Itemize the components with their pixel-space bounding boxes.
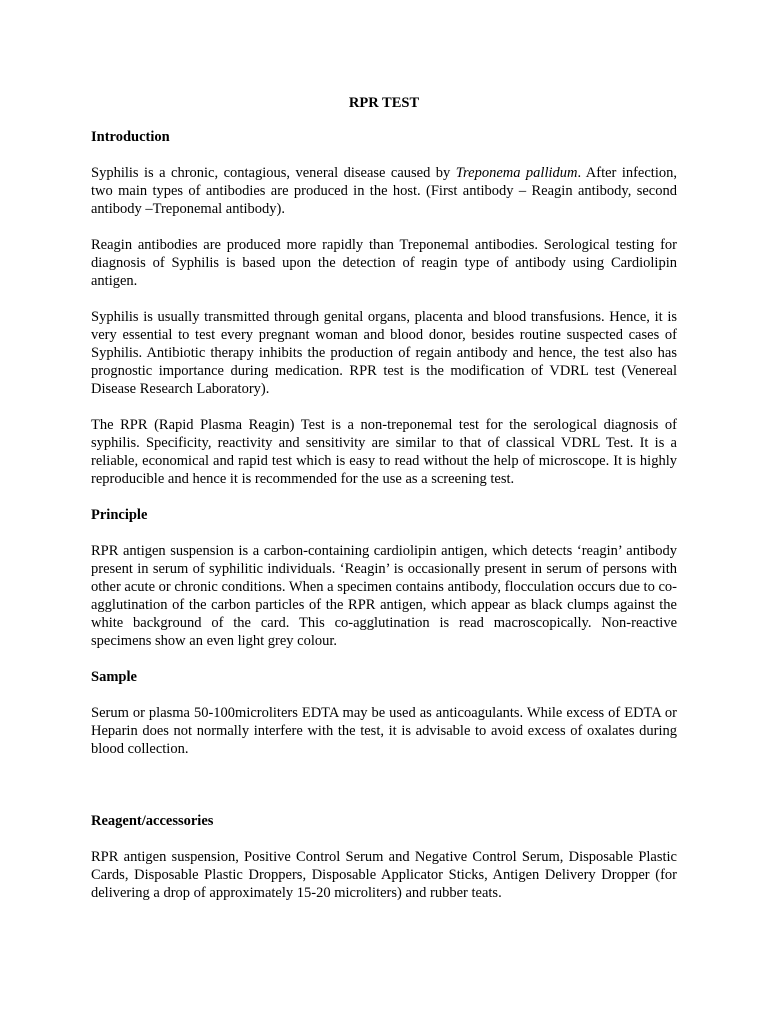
heading-introduction: Introduction <box>91 129 170 145</box>
introduction-paragraph-2: Reagin antibodies are produced more rapidly than Treponemal antibodies. Serological testing for diagnosis of Syphilis is based upon the detection of reagin type of antibody using Cardiolipin antigen. <box>91 237 677 289</box>
introduction-paragraph-1 <box>91 164 677 218</box>
principle-paragraph: RPR antigen suspension is a carbon-containing cardiolipin antigen, which detects ‘reagin’ antibody present in serum of syphilitic individuals. ‘Reagin’ is occasionally present in serum of persons with other acute or chronic conditions. When a specimen contains antibody, flocculation occurs due to co-agglutination of the carbon particles of the RPR antigen, which appear as black clumps against the white background of the card. This co-agglutination is read macroscopically. Non-reactive specimens show an even light grey colour. <box>91 543 677 649</box>
sample-paragraph: Serum or plasma 50-100microliters EDTA may be used as anticoagulants. While excess of EDTA or Heparin does not normally interfere with the test, it is advisable to avoid excess of oxalates during blood collection. <box>91 705 677 757</box>
reagents-paragraph: RPR antigen suspension, Positive Control Serum and Negative Control Serum, Disposable Plastic Cards, Disposable Plastic Droppers, Disposable Applicator Sticks, Antigen Delivery Dropper (for delivering a drop of approximately 15-20 microliters) and rubber teats. <box>91 849 677 901</box>
intro-p1-text-after: . After infection, two main types of antibodies are produced in the host. (First antibody – Reagin antibody, second antibody –Treponemal antibody). <box>91 165 677 217</box>
document-title: RPR TEST <box>348 95 420 111</box>
heading-sample: Sample <box>91 669 137 685</box>
heading-reagents: Reagent/accessories <box>91 813 214 829</box>
introduction-paragraph-4: The RPR (Rapid Plasma Reagin) Test is a non-treponemal test for the serological diagnosis of syphilis. Specificity, reactivity and sensitivity are similar to that of classical VDRL Test. It is a reliable, economical and rapid test which is easy to read without the help of microscope. It is highly reproducible and hence it is recommended for the use as a screening test. <box>91 417 677 487</box>
intro-p1-organism-name: Treponema pallidum <box>455 165 578 181</box>
section-spacer <box>91 776 677 812</box>
introduction-paragraph-3: Syphilis is usually transmitted through genital organs, placenta and blood transfusions. Hence, it is very essential to test every pregnant woman and blood donor, besides routine suspected cases of Syphilis. Antibiotic therapy inhibits the production of regain antibody and hence, the test also has prognostic importance during medication. RPR test is the modification of VDRL test (Venereal Disease Research Laboratory). <box>91 309 677 397</box>
heading-principle: Principle <box>91 507 148 523</box>
intro-p1-text-before: Syphilis is a chronic, contagious, veneral disease caused by <box>91 165 456 181</box>
